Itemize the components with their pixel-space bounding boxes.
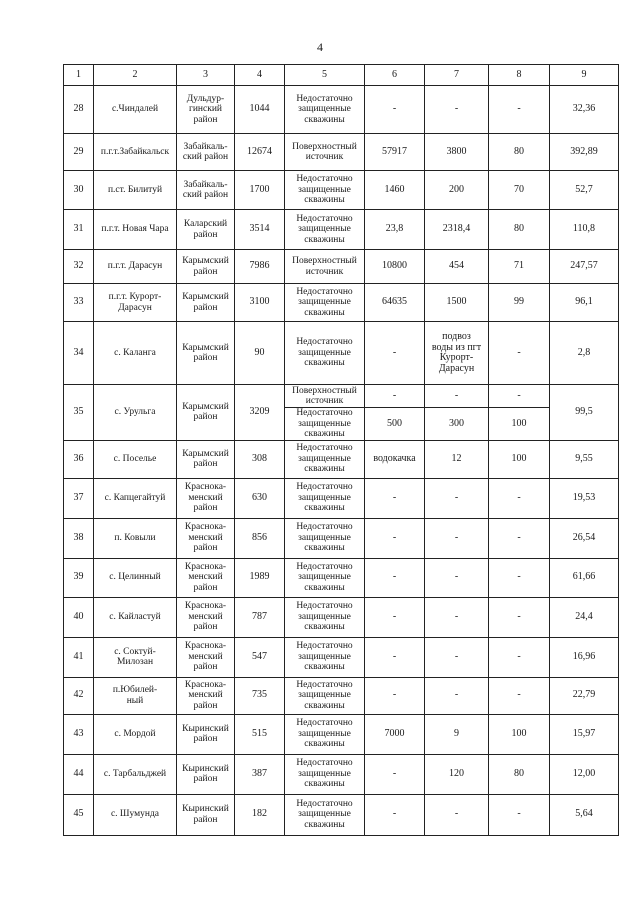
district-cell: Краснока- менский район — [177, 637, 235, 677]
settlement-cell: с. Мордой — [94, 714, 177, 754]
column-9-cell: 5,64 — [550, 794, 619, 835]
column-8-cell: - — [489, 677, 550, 714]
column-8-cell: - — [489, 478, 550, 518]
column-7-cell: - — [425, 385, 489, 408]
column-6-cell: - — [365, 754, 425, 794]
column-9-cell: 32,36 — [550, 86, 619, 134]
district-cell: Краснока- менский район — [177, 558, 235, 597]
column-7-cell: - — [425, 597, 489, 637]
population-cell: 3209 — [235, 385, 285, 441]
column-7-cell: - — [425, 637, 489, 677]
water-source-cell: Недостаточно защищенные скважины — [285, 558, 365, 597]
settlement-cell: с. Капцегайтуй — [94, 478, 177, 518]
row-number-cell: 32 — [64, 250, 94, 284]
settlement-cell: п.г.т. Новая Чара — [94, 210, 177, 250]
column-8-cell: - — [489, 558, 550, 597]
column-header-9: 9 — [550, 65, 619, 86]
population-cell: 1700 — [235, 171, 285, 210]
row-number-cell: 29 — [64, 134, 94, 171]
column-9-cell: 52,7 — [550, 171, 619, 210]
column-6-cell: 23,8 — [365, 210, 425, 250]
column-8-cell: 100 — [489, 408, 550, 441]
settlement-cell: п.Юбилей- ный — [94, 677, 177, 714]
population-cell: 787 — [235, 597, 285, 637]
column-7-cell: 454 — [425, 250, 489, 284]
district-cell: Кыринский район — [177, 754, 235, 794]
column-header-5: 5 — [285, 65, 365, 86]
column-header-6: 6 — [365, 65, 425, 86]
row-number-cell: 43 — [64, 714, 94, 754]
table-row — [64, 322, 619, 385]
district-cell: Дульдур- гинский район — [177, 86, 235, 134]
column-7-cell: - — [425, 86, 489, 134]
column-6-cell: - — [365, 86, 425, 134]
column-9-cell: 22,79 — [550, 677, 619, 714]
settlement-cell: с. Тарбальджей — [94, 754, 177, 794]
column-6-cell: - — [365, 637, 425, 677]
population-cell: 387 — [235, 754, 285, 794]
district-cell: Карымский район — [177, 250, 235, 284]
column-6-cell: 10800 — [365, 250, 425, 284]
page-number: 4 — [317, 40, 323, 54]
water-source-cell: Недостаточно защищенные скважины — [285, 210, 365, 250]
settlement-cell: с. Каланга — [94, 322, 177, 385]
water-source-cell: Недостаточно защищенные скважины — [285, 677, 365, 714]
column-8-cell: - — [489, 637, 550, 677]
settlement-cell: с. Соктуй- Милозан — [94, 637, 177, 677]
district-cell: Карымский район — [177, 440, 235, 478]
column-header-7: 7 — [425, 65, 489, 86]
population-cell: 515 — [235, 714, 285, 754]
water-source-cell: Недостаточно защищенные скважины — [285, 408, 365, 441]
water-source-cell: Недостаточно защищенные скважины — [285, 171, 365, 210]
population-cell: 3514 — [235, 210, 285, 250]
column-6-cell: водокачка — [365, 440, 425, 478]
water-source-cell: Поверхностный источник — [285, 385, 365, 408]
water-source-cell: Недостаточно защищенные скважины — [285, 754, 365, 794]
column-8-cell: 99 — [489, 284, 550, 322]
column-header-8: 8 — [489, 65, 550, 86]
water-source-cell: Недостаточно защищенные скважины — [285, 284, 365, 322]
table-row — [64, 597, 619, 637]
population-cell: 7986 — [235, 250, 285, 284]
column-header-3: 3 — [177, 65, 235, 86]
table-row — [64, 250, 619, 284]
population-cell: 630 — [235, 478, 285, 518]
column-header-4: 4 — [235, 65, 285, 86]
column-7-cell: 2318,4 — [425, 210, 489, 250]
column-6-cell: - — [365, 597, 425, 637]
district-cell: Кыринский район — [177, 714, 235, 754]
table-row — [64, 86, 619, 134]
settlement-cell: с. Урульга — [94, 385, 177, 441]
table-row — [64, 478, 619, 518]
district-cell: Каларский район — [177, 210, 235, 250]
column-9-cell: 26,54 — [550, 518, 619, 558]
water-source-cell: Недостаточно защищенные скважины — [285, 714, 365, 754]
table-row — [64, 385, 619, 408]
column-6-cell: 64635 — [365, 284, 425, 322]
column-6-cell: - — [365, 677, 425, 714]
population-cell: 90 — [235, 322, 285, 385]
population-cell: 3100 — [235, 284, 285, 322]
water-source-cell: Недостаточно защищенные скважины — [285, 478, 365, 518]
district-cell: Карымский район — [177, 385, 235, 441]
population-cell: 547 — [235, 637, 285, 677]
table-row — [64, 440, 619, 478]
water-source-cell: Недостаточно защищенные скважины — [285, 518, 365, 558]
column-8-cell: - — [489, 86, 550, 134]
settlement-cell: с. Поселье — [94, 440, 177, 478]
column-9-cell: 16,96 — [550, 637, 619, 677]
column-9-cell: 247,57 — [550, 250, 619, 284]
population-cell: 12674 — [235, 134, 285, 171]
column-9-cell: 24,4 — [550, 597, 619, 637]
column-9-cell: 15,97 — [550, 714, 619, 754]
table-row — [64, 677, 619, 714]
column-9-cell: 19,53 — [550, 478, 619, 518]
table-row — [64, 754, 619, 794]
column-8-cell: - — [489, 597, 550, 637]
data-table — [63, 64, 619, 836]
district-cell: Забайкаль- ский район — [177, 171, 235, 210]
column-6-cell: - — [365, 478, 425, 518]
row-number-cell: 41 — [64, 637, 94, 677]
row-number-cell: 45 — [64, 794, 94, 835]
district-cell: Карымский район — [177, 284, 235, 322]
column-9-cell: 12,00 — [550, 754, 619, 794]
column-7-cell: - — [425, 794, 489, 835]
row-number-cell: 30 — [64, 171, 94, 210]
row-number-cell: 44 — [64, 754, 94, 794]
settlement-cell: п. Ковыли — [94, 518, 177, 558]
column-6-cell: - — [365, 558, 425, 597]
column-6-cell: 1460 — [365, 171, 425, 210]
column-8-cell: - — [489, 385, 550, 408]
table-header-row — [64, 65, 619, 86]
settlement-cell: с. Шумунда — [94, 794, 177, 835]
column-9-cell: 99,5 — [550, 385, 619, 441]
column-8-cell: 100 — [489, 440, 550, 478]
column-8-cell: - — [489, 322, 550, 385]
column-7-cell: подвоз воды из пгт Курорт- Дарасун — [425, 322, 489, 385]
population-cell: 1044 — [235, 86, 285, 134]
water-source-cell: Недостаточно защищенные скважины — [285, 86, 365, 134]
water-source-cell: Недостаточно защищенные скважины — [285, 322, 365, 385]
column-7-cell: 12 — [425, 440, 489, 478]
column-7-cell: - — [425, 518, 489, 558]
table-row — [64, 637, 619, 677]
district-cell: Краснока- менский район — [177, 597, 235, 637]
column-7-cell: - — [425, 558, 489, 597]
population-cell: 182 — [235, 794, 285, 835]
column-9-cell: 2,8 — [550, 322, 619, 385]
row-number-cell: 31 — [64, 210, 94, 250]
row-number-cell: 42 — [64, 677, 94, 714]
settlement-cell: п.г.т. Курорт- Дарасун — [94, 284, 177, 322]
row-number-cell: 40 — [64, 597, 94, 637]
column-8-cell: 71 — [489, 250, 550, 284]
row-number-cell: 28 — [64, 86, 94, 134]
column-8-cell: 80 — [489, 134, 550, 171]
column-6-cell: - — [365, 322, 425, 385]
table-row — [64, 794, 619, 835]
district-cell: Карымский район — [177, 322, 235, 385]
column-8-cell: - — [489, 794, 550, 835]
water-source-cell: Недостаточно защищенные скважины — [285, 597, 365, 637]
district-cell: Забайкаль- ский район — [177, 134, 235, 171]
water-source-cell: Недостаточно защищенные скважины — [285, 794, 365, 835]
table-row — [64, 558, 619, 597]
settlement-cell: п.ст. Билитуй — [94, 171, 177, 210]
table-row — [64, 518, 619, 558]
column-7-cell: 3800 — [425, 134, 489, 171]
district-cell: Краснока- менский район — [177, 518, 235, 558]
column-6-cell: 500 — [365, 408, 425, 441]
column-7-cell: 1500 — [425, 284, 489, 322]
column-6-cell: 7000 — [365, 714, 425, 754]
settlement-cell: с. Целинный — [94, 558, 177, 597]
column-7-cell: 200 — [425, 171, 489, 210]
row-number-cell: 35 — [64, 385, 94, 441]
water-source-cell: Недостаточно защищенные скважины — [285, 637, 365, 677]
column-8-cell: 80 — [489, 210, 550, 250]
column-6-cell: 57917 — [365, 134, 425, 171]
district-cell: Краснока- менский район — [177, 478, 235, 518]
column-9-cell: 61,66 — [550, 558, 619, 597]
water-source-cell: Поверхностный источник — [285, 250, 365, 284]
column-9-cell: 392,89 — [550, 134, 619, 171]
column-7-cell: 120 — [425, 754, 489, 794]
column-header-2: 2 — [94, 65, 177, 86]
column-8-cell: 80 — [489, 754, 550, 794]
population-cell: 308 — [235, 440, 285, 478]
settlement-cell: п.г.т. Дарасун — [94, 250, 177, 284]
row-number-cell: 37 — [64, 478, 94, 518]
table-row — [64, 284, 619, 322]
column-7-cell: 300 — [425, 408, 489, 441]
population-cell: 1989 — [235, 558, 285, 597]
population-cell: 856 — [235, 518, 285, 558]
column-9-cell: 96,1 — [550, 284, 619, 322]
column-8-cell: 70 — [489, 171, 550, 210]
water-source-cell: Поверхностный источник — [285, 134, 365, 171]
settlement-cell: с. Кайластуй — [94, 597, 177, 637]
row-number-cell: 34 — [64, 322, 94, 385]
column-9-cell: 110,8 — [550, 210, 619, 250]
settlement-cell: п.г.т.Забайкальск — [94, 134, 177, 171]
district-cell: Краснока- менский район — [177, 677, 235, 714]
column-6-cell: - — [365, 518, 425, 558]
column-6-cell: - — [365, 794, 425, 835]
column-8-cell: 100 — [489, 714, 550, 754]
column-6-cell: - — [365, 385, 425, 408]
table-row — [64, 134, 619, 171]
settlement-cell: с.Чиндалей — [94, 86, 177, 134]
table-row — [64, 210, 619, 250]
row-number-cell: 33 — [64, 284, 94, 322]
column-9-cell: 9,55 — [550, 440, 619, 478]
row-number-cell: 36 — [64, 440, 94, 478]
column-header-1: 1 — [64, 65, 94, 86]
column-7-cell: - — [425, 677, 489, 714]
table-row — [64, 714, 619, 754]
water-source-cell: Недостаточно защищенные скважины — [285, 440, 365, 478]
population-cell: 735 — [235, 677, 285, 714]
column-7-cell: - — [425, 478, 489, 518]
table-row — [64, 171, 619, 210]
district-cell: Кыринский район — [177, 794, 235, 835]
row-number-cell: 38 — [64, 518, 94, 558]
row-number-cell: 39 — [64, 558, 94, 597]
column-7-cell: 9 — [425, 714, 489, 754]
column-8-cell: - — [489, 518, 550, 558]
